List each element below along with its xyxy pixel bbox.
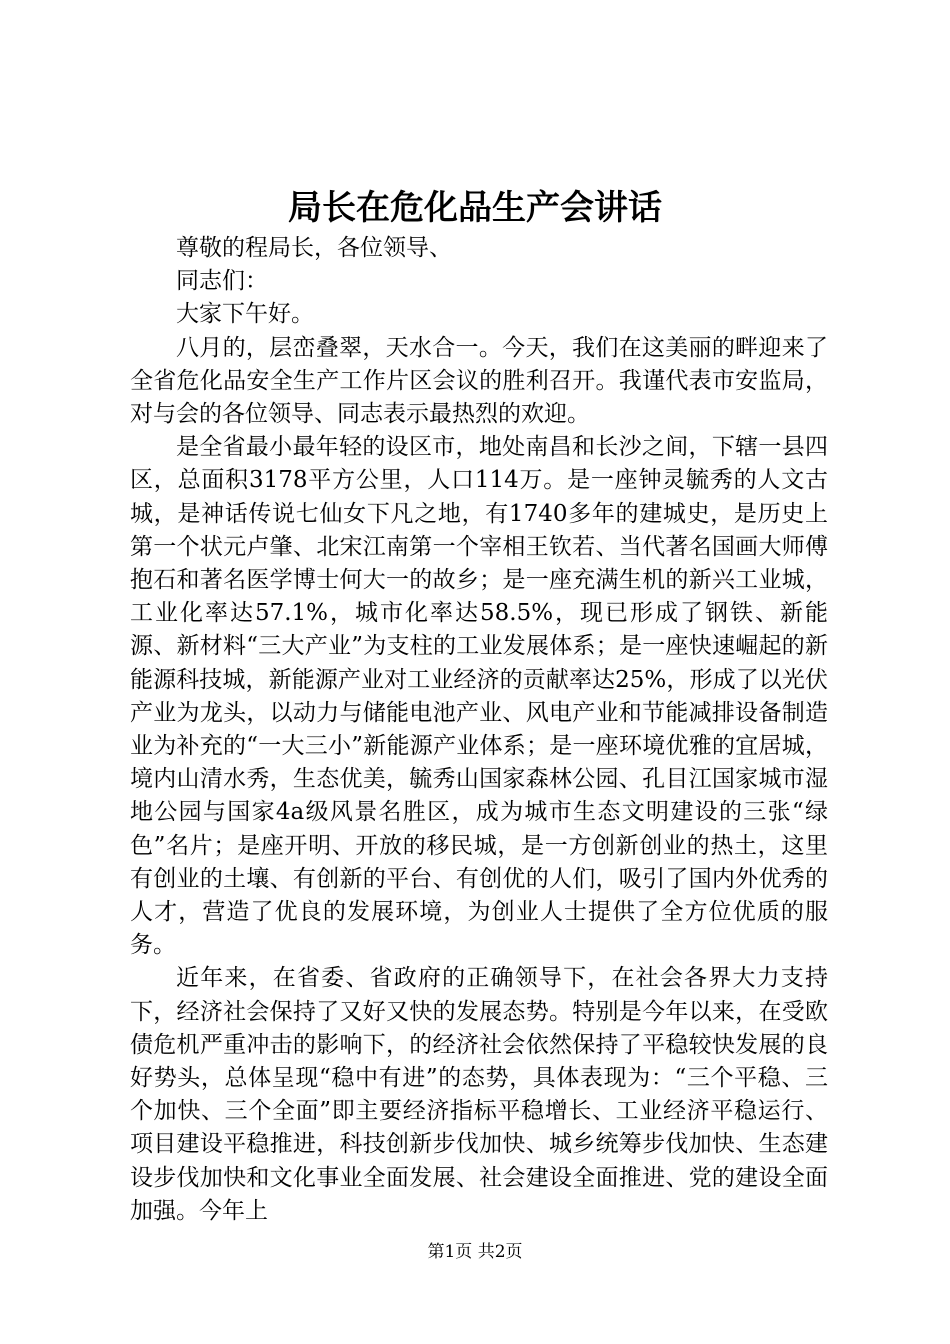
document-title: 局长在危化品生产会讲话 (288, 188, 662, 228)
greeting-line: 大家下午好。 (176, 301, 314, 328)
body-paragraph: 八月的，层峦叠翠，天水合一。今天，我们在这美丽的畔迎来了全省危化品安全生产工作片区会议的胜利召开。我谨代表市安监局，对与会的各位领导、同志表示最热烈的欢迎。 (130, 334, 828, 428)
body-paragraph: 近年来，在省委、省政府的正确领导下，在社会各界大力支持下，经济社会保持了又好又快的发展态势。特别是今年以来，在受欧债危机严重冲击的影响下，的经济社会依然保持了平稳较快发展的良好势头，总体呈现“稳中有进”的态势，具体表现为：“三个平稳、三个加快、三个全面”即主要经济指标平稳增长、工业经济平稳运行、项目建设平稳推进，科技创新步伐加快、城乡统筹步伐加快、生态建设步伐加快和文化事业全面发展、社会建设全面推进、党的建设全面加强。今年上 (130, 965, 828, 1224)
body-paragraph: 是全省最小最年轻的设区市，地处南昌和长沙之间，下辖一县四区，总面积3178平方公里，人口114万。是一座钟灵毓秀的人文古城，是神话传说七仙女下凡之地，有1740多年的建城史，是历史上第一个状元卢肇、北宋江南第一个宰相王钦若、当代著名国画大师傅抱石和著名医学博士何大一的故乡；是一座充满生机的新兴工业城，工业化率达57.1%，城市化率达58.5%，现已形成了钢铁、新能源、新材料“三大产业”为支柱的工业发展体系；是一座快速崛起的新能源科技城，新能源产业对工业经济的贡献率达25%，形成了以光伏产业为龙头，以动力与储能电池产业、风电产业和节能减排设备制造业为补充的“一大三小”新能源产业体系；是一座环境优雅的宜居城，境内山清水秀，生态优美，毓秀山国家森林公园、孔目江国家城市湿地公园与国家4a级风景名胜区，成为城市生态文明建设的三张“绿色”名片；是座开明、开放的移民城，是一方创新创业的热土，这里有创业的土壤、有创新的平台、有创优的人们，吸引了国内外优秀的人才，营造了优良的发展环境，为创业人士提供了全方位优质的服务。 (130, 434, 828, 959)
page-number: 第1页 共2页 (427, 1242, 523, 1262)
salutation-line: 尊敬的程局长，各位领导、 (176, 235, 452, 261)
salutation-line: 同志们： (176, 268, 268, 295)
document-body (130, 232, 828, 1228)
